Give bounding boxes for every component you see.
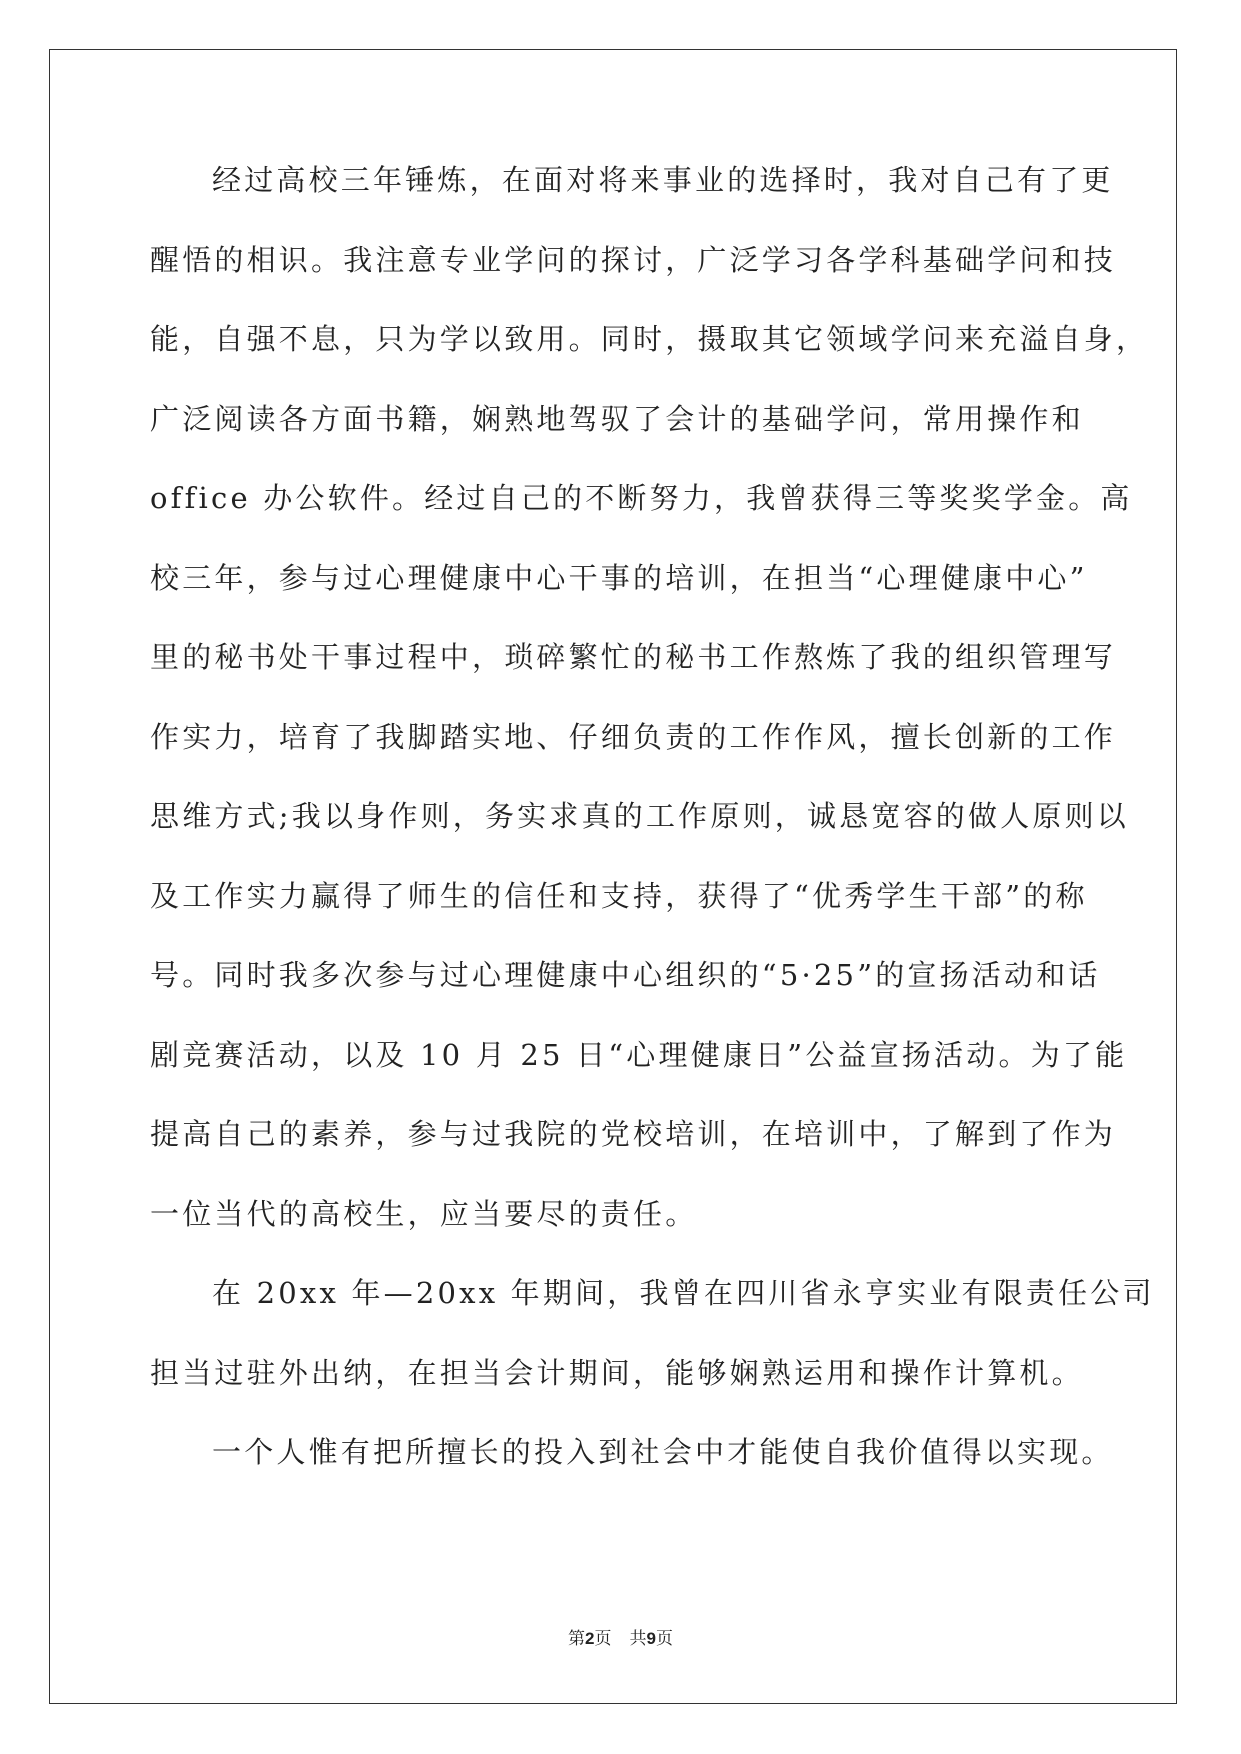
paragraph-1-line-10: 及工作实力赢得了师生的信任和支持，获得了“优秀学生干部”的称 bbox=[150, 878, 1088, 913]
document-body bbox=[150, 160, 1155, 1512]
paragraph-1-line-7: 里的秘书处干事过程中，琐碎繁忙的秘书工作熬炼了我的组织管理写 bbox=[150, 640, 1117, 674]
paragraph-1-line-5: office 办公软件。经过自己的不断努力，我曾获得三等奖奖学金。高 bbox=[150, 481, 1133, 515]
page-number-footer bbox=[0, 1628, 1241, 1650]
paragraph-1-line-3: 能，自强不息，只为学以致用。同时，摄取其它领域学问来充溢自身， bbox=[150, 322, 1149, 356]
page-prefix: 第 bbox=[568, 1629, 586, 1649]
paragraph-3-line-1: 一个人惟有把所擅长的投入到社会中才能使自我价值得以实现。 bbox=[212, 1435, 1114, 1469]
page-suffix: 页 bbox=[594, 1629, 612, 1649]
total-suffix: 页 bbox=[655, 1629, 673, 1649]
paragraph-1-line-12: 剧竞赛活动，以及 10 月 25 日“心理健康日”公益宣扬活动。为了能 bbox=[150, 1037, 1128, 1072]
paragraph-1-line-1: 经过高校三年锤炼，在面对将来事业的选择时，我对自己有了更 bbox=[212, 163, 1114, 197]
current-page-number: 2 bbox=[585, 1629, 595, 1648]
paragraph-1-line-6: 校三年，参与过心理健康中心干事的培训，在担当“心理健康中心” bbox=[150, 560, 1088, 595]
paragraph-1-line-9: 思维方式;我以身作则，务实求真的工作原则，诚恳宽容的做人原则以 bbox=[150, 799, 1129, 833]
total-pages-number: 9 bbox=[646, 1629, 656, 1648]
total-prefix: 共 bbox=[629, 1629, 647, 1649]
paragraph-1-line-8: 作实力，培育了我脚踏实地、仔细负责的工作作风，擅长创新的工作 bbox=[150, 719, 1117, 754]
paragraph-1-line-4: 广泛阅读各方面书籍，娴熟地驾驭了会计的基础学问，常用操作和 bbox=[150, 401, 1084, 436]
paragraph-2-line-1: 在 20xx 年—20xx 年期间，我曾在四川省永亨实业有限责任公司 bbox=[212, 1276, 1155, 1310]
paragraph-1-line-14: 一位当代的高校生，应当要尽的责任。 bbox=[150, 1196, 698, 1231]
paragraph-1-line-11: 号。同时我多次参与过心理健康中心组织的“5·25”的宣扬活动和话 bbox=[150, 958, 1101, 992]
paragraph-1-line-2: 醒悟的相识。我注意专业学问的探讨，广泛学习各学科基础学问和技 bbox=[150, 242, 1117, 277]
paragraph-1-line-13: 提高自己的素养，参与过我院的党校培训，在培训中，了解到了作为 bbox=[150, 1117, 1117, 1151]
paragraph-2-line-2: 担当过驻外出纳，在担当会计期间，能够娴熟运用和操作计算机。 bbox=[150, 1355, 1084, 1390]
